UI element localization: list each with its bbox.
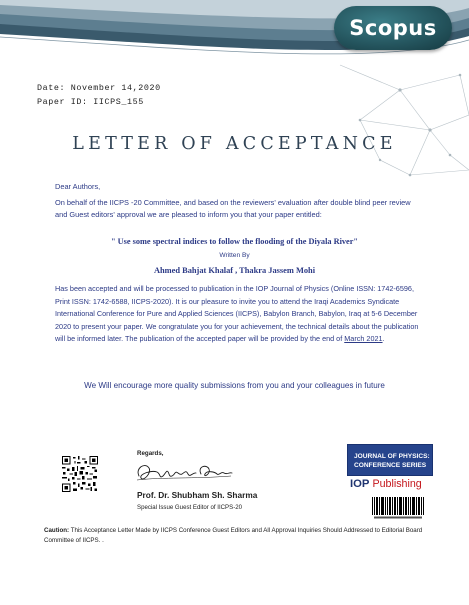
publication-deadline: March 2021 <box>344 334 383 344</box>
scopus-logo-text: Scopus <box>349 16 437 40</box>
paper-id: Paper ID: IICPS_155 <box>37 97 144 107</box>
journal-name-line1: JOURNAL OF PHYSICS: <box>354 453 430 460</box>
iop-publishing-logo <box>350 478 422 490</box>
document-title: LETTER OF ACCEPTANCE <box>72 134 397 154</box>
intro-paragraph: On behalf of the IICPS -20 Committee, and based on the reviewers' evaluation after double blind peer review and Guest editors' approval we are pleased to inform you that your paper entitled: <box>55 198 411 220</box>
journal-name-line2: CONFERENCE SERIES <box>354 462 427 469</box>
handwritten-signature <box>133 456 243 486</box>
signatory-name: Prof. Dr. Shubham Sh. Sharma <box>137 490 258 500</box>
acceptance-paragraph <box>55 283 419 346</box>
journal-of-physics-logo <box>347 444 433 476</box>
barcode <box>372 497 424 520</box>
written-by-label: Written By <box>219 252 250 259</box>
caution-text: This Acceptance Letter Made by IICPS Conference Guest Editors and All Approval Inquiries Should Addressed to Editorial Board Committee of IICPS. . <box>44 527 423 544</box>
paper-title: " Use some spectral indices to follow the flooding of the Diyala River" <box>110 237 359 246</box>
caution-label: Caution: <box>44 527 70 534</box>
network-decoration <box>320 60 469 200</box>
acceptance-text: Has been accepted and will be processed to publication in the IOP Journal of Physics (Online ISSN: 1742-6596, Print ISSN: 1742-6588, IICPS-2020). It is our pleasure to invite you to attend the Iraqi Academics Syndicate International Conference for Pure and Applied Sciences (IICPS), Babylon Branch, Babylon, Iraq at 5-6 December 2020 to present your paper. We congratulate you for your achievement, the technical details about the publication will be informed later. The publication of the accepted paper will be provided by the end of <box>55 284 419 344</box>
author-names: Ahmed Bahjat Khalaf , Thakra Jassem Mohi <box>153 266 316 275</box>
regards-label: Regards, <box>137 450 164 457</box>
signatory-role: Special Issue Guest Editor of IICPS-20 <box>137 504 242 511</box>
qr-code <box>62 456 98 492</box>
acceptance-end: . <box>382 334 385 344</box>
publishing-wordmark: Publishing <box>369 478 422 490</box>
scopus-logo <box>334 6 452 50</box>
salutation: Dear Authors, <box>55 182 101 191</box>
caution-note <box>44 526 444 545</box>
iop-wordmark: IOP <box>350 478 370 490</box>
letter-date: Date: November 14,2020 <box>37 83 161 93</box>
encouragement-line: We Will encourage more quality submissions from you and your colleagues in future <box>84 381 385 390</box>
